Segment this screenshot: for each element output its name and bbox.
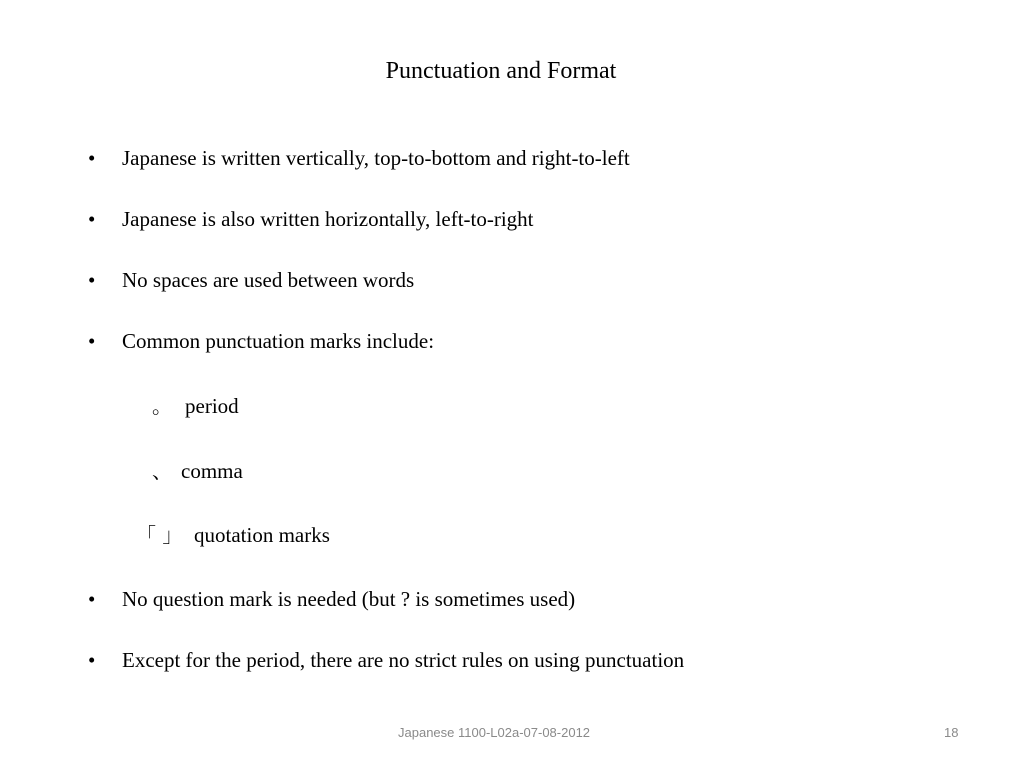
bullet-item <box>88 586 575 612</box>
bullet-text: Common punctuation marks include: <box>122 329 435 353</box>
bullet-text: No spaces are used between words <box>122 268 415 292</box>
bullet-text: Japanese is also written horizontally, left-to-right <box>122 207 534 231</box>
footer-course: Japanese 1100-L02a-07-08-2012 <box>398 725 591 740</box>
bullet-item <box>88 145 630 171</box>
bullet-dot: • <box>88 207 96 231</box>
period-mark: 。 <box>152 394 172 418</box>
comma-mark: 、 <box>152 459 172 483</box>
bullet-item <box>88 267 414 293</box>
bullet-text: Japanese is written vertically, top-to-bottom and right-to-left <box>122 146 630 170</box>
bullet-item <box>88 647 684 673</box>
punctuation-label: quotation marks <box>194 523 330 547</box>
bullet-dot: • <box>88 146 96 170</box>
bullet-dot: • <box>88 268 96 292</box>
punctuation-label: comma <box>181 459 243 483</box>
bullet-item <box>88 328 434 354</box>
slide-title: Punctuation and Format <box>385 58 617 84</box>
bullet-text: No question mark is needed (but ? is sometimes used) <box>122 587 576 611</box>
bullet-text: Except for the period, there are no strict rules on using punctuation <box>122 648 685 672</box>
slide-number: 18 <box>944 725 959 740</box>
punctuation-item-quotation <box>136 522 330 548</box>
punctuation-label: period <box>185 394 239 418</box>
bullet-item <box>88 206 534 232</box>
punctuation-item-comma <box>152 458 243 484</box>
bullet-dot: • <box>88 587 96 611</box>
punctuation-item-period <box>152 393 239 419</box>
bullet-dot: • <box>88 648 96 672</box>
quotation-marks: 「 」 <box>136 523 183 547</box>
bullet-dot: • <box>88 329 96 353</box>
